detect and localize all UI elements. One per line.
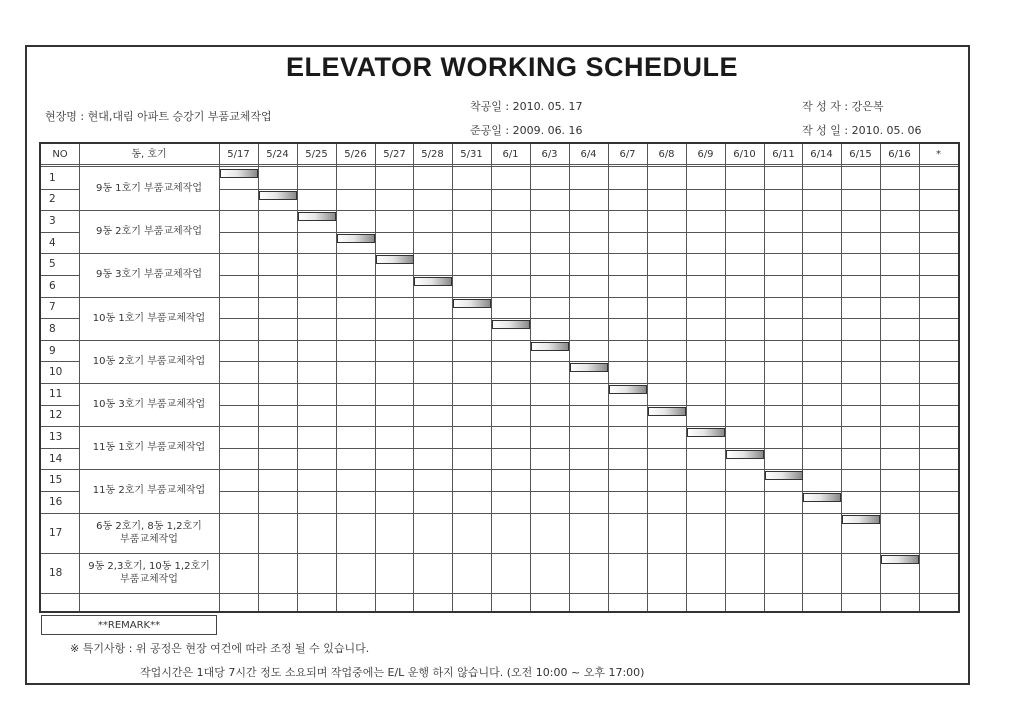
col-divider-date [764,144,765,611]
col-divider-date [647,144,648,611]
col-divider-date [569,144,570,611]
header-date: 6/4 [580,148,597,160]
schedule-table [39,142,960,613]
unit-label: 10동 2호기 부품교체작업 [92,355,206,367]
header-date: 5/31 [460,148,483,160]
row-divider [219,232,958,233]
group-divider [41,593,958,594]
col-divider-date [452,144,453,611]
schedule-bar [337,234,375,243]
schedule-bar [220,169,258,178]
schedule-bar [531,342,569,351]
col-divider-date [530,144,531,611]
header-date: 5/28 [421,148,444,160]
unit-label: 9동 1호기 부품교체작업 [95,183,203,195]
header-date: 6/16 [888,148,911,160]
row-number: 16 [49,495,63,508]
schedule-bar [414,277,452,286]
row-divider [219,491,958,492]
row-number: 1 [49,171,56,184]
header-date: 5/27 [383,148,406,160]
header-divider [41,164,958,165]
row-number: 13 [49,430,63,443]
row-number: 5 [49,258,56,271]
special-note: ※ 특기사항 : 위 공정은 현장 여건에 따라 조정 될 수 있습니다. [70,642,370,655]
col-divider-date [841,144,842,611]
col-divider-date [686,144,687,611]
row-divider [219,448,958,449]
header-date: 5/17 [227,148,250,160]
header-date: 5/26 [344,148,367,160]
col-divider-date [491,144,492,611]
schedule-bar [609,385,647,394]
schedule-title: ELEVATOR WORKING SCHEDULE [285,52,738,82]
unit-label: 11동 1호기 부품교체작업 [92,442,206,454]
header-date: 6/9 [697,148,714,160]
schedule-bar [259,191,297,200]
header-date: * [936,148,941,160]
header-date: 6/14 [810,148,833,160]
schedule-bar [842,515,880,524]
unit-label: 6동 2호기, 8동 1,2호기 부품교체작업 [96,520,202,545]
row-number: 18 [49,566,63,579]
author: 작 성 자 : 강은복 [802,100,884,113]
unit-label: 9동 2호기 부품교체작업 [95,226,203,238]
schedule-bar [376,255,414,264]
col-divider-date [336,144,337,611]
col-divider-date [413,144,414,611]
col-divider-date [725,144,726,611]
col-divider-date [258,144,259,611]
row-number: 12 [49,409,63,422]
row-number: 9 [49,344,56,357]
row-divider [219,275,958,276]
unit-label: 10동 1호기 부품교체작업 [92,312,206,324]
row-divider [219,189,958,190]
row-number: 4 [49,236,56,249]
row-number: 8 [49,322,56,335]
schedule-bar [881,555,919,564]
col-divider-date [880,144,881,611]
unit-label: 11동 2호기 부품교체작업 [92,485,206,497]
row-number: 11 [49,387,63,400]
unit-label: 9동 2,3호기, 10동 1,2호기 부품교체작업 [88,560,210,585]
header-no: NO [52,148,68,160]
schedule-bar [453,299,491,308]
col-divider-date [919,144,920,611]
header-date: 6/8 [658,148,675,160]
header-date: 6/3 [541,148,558,160]
header-date: 6/7 [619,148,636,160]
end-date: 준공일 : 2009. 06. 16 [470,124,583,137]
header-unit: 동, 호기 [131,148,167,160]
row-number: 17 [49,526,63,539]
schedule-bar [803,493,841,502]
unit-label: 9동 3호기 부품교체작업 [95,269,203,281]
site-name: 현장명 : 현대,대림 아파트 승강기 부품교체작업 [45,110,272,123]
work-hours-note: 작업시간은 1대당 7시간 정도 소요되며 작업중에는 E/L 운행 하지 않습니다. (오전 10:00 ~ 오후 17:00) [140,666,645,679]
header-date: 6/1 [502,148,519,160]
row-number: 15 [49,474,63,487]
row-number: 14 [49,452,63,465]
schedule-bar [648,407,686,416]
unit-label: 10동 3호기 부품교체작업 [92,399,206,411]
start-date: 착공일 : 2010. 05. 17 [470,100,583,113]
col-divider-date [802,144,803,611]
col-divider-date [375,144,376,611]
row-divider [219,318,958,319]
col-divider-date [608,144,609,611]
header-date: 6/10 [733,148,756,160]
row-number: 6 [49,279,56,292]
row-number: 10 [49,366,63,379]
row-number: 3 [49,214,56,227]
schedule-bar [298,212,336,221]
row-number: 7 [49,301,56,314]
col-divider-unit [219,144,220,611]
header-date: 6/11 [772,148,795,160]
header-date: 5/24 [266,148,289,160]
remark-box: **REMARK** [41,615,217,635]
row-divider [219,405,958,406]
schedule-bar [765,471,803,480]
schedule-bar [726,450,764,459]
header-date: 6/15 [849,148,872,160]
header-date: 5/25 [305,148,328,160]
row-divider [219,361,958,362]
schedule-bar [687,428,725,437]
schedule-bar [570,363,608,372]
row-number: 2 [49,193,56,206]
schedule-bar [492,320,530,329]
written-date: 작 성 일 : 2010. 05. 06 [802,124,922,137]
